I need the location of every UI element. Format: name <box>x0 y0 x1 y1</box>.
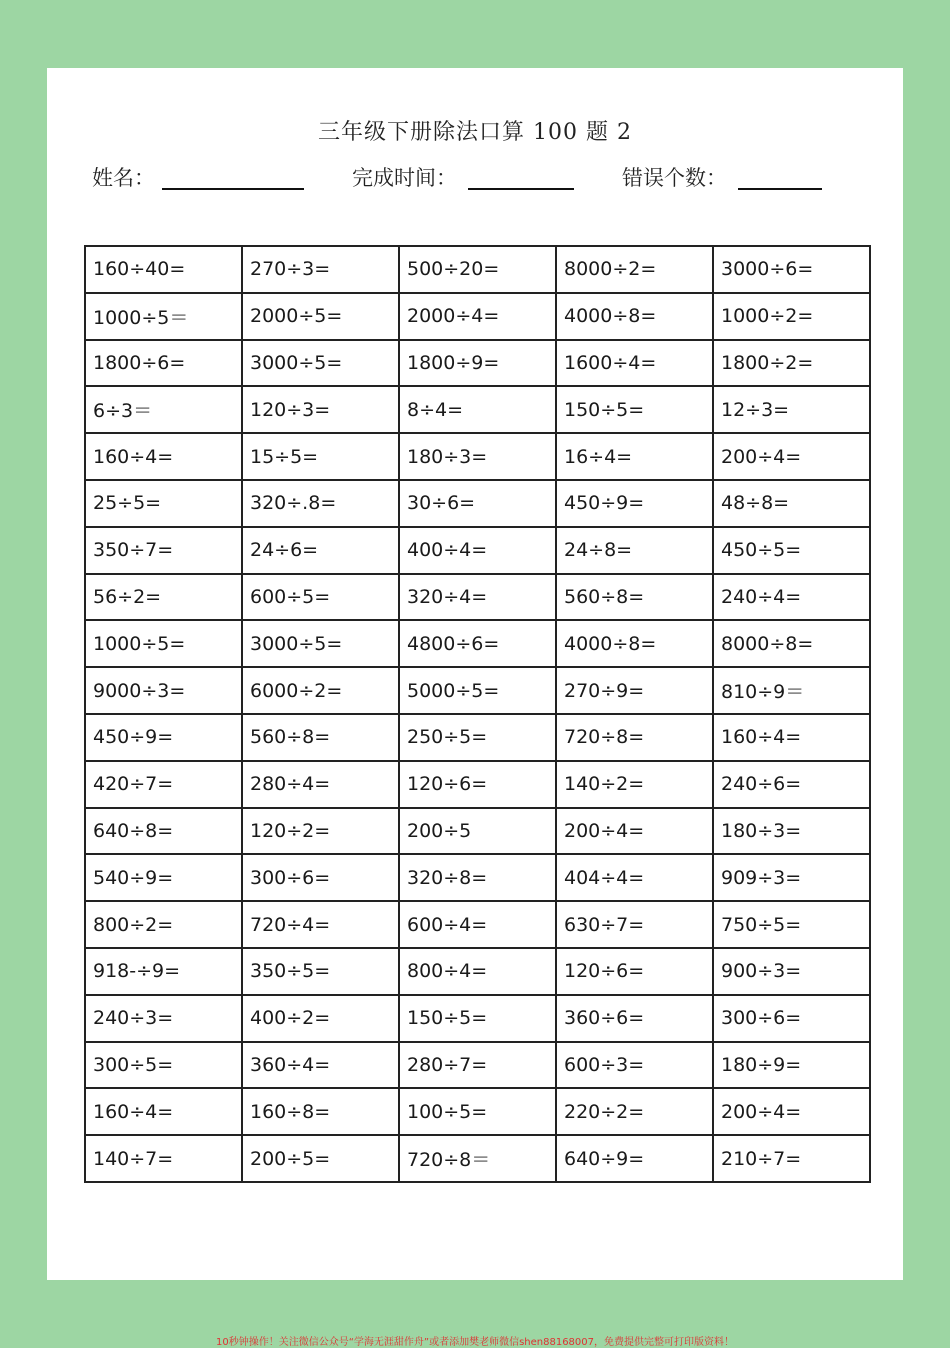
problem-cell: 120÷2= <box>242 808 399 855</box>
table-row <box>85 667 870 714</box>
table-row <box>85 480 870 527</box>
errors-blank-line[interactable] <box>738 188 822 190</box>
problem-cell: 6÷3＝ <box>85 386 242 433</box>
problem-cell: 8÷4= <box>399 386 556 433</box>
problem-cell: 3000÷6= <box>713 246 870 293</box>
problem-cell: 150÷5= <box>399 995 556 1042</box>
problem-cell: 500÷20= <box>399 246 556 293</box>
problem-cell: 200÷5= <box>242 1135 399 1182</box>
table-row <box>85 854 870 901</box>
problem-cell: 560÷8= <box>556 574 713 621</box>
problem-cell: 120÷3= <box>242 386 399 433</box>
problem-cell: 918-÷9= <box>85 948 242 995</box>
problem-cell: 320÷4= <box>399 574 556 621</box>
table-row <box>85 574 870 621</box>
table-row <box>85 995 870 1042</box>
problem-cell: 909÷3= <box>713 854 870 901</box>
problem-cell: 160÷40= <box>85 246 242 293</box>
problem-cell: 600÷3= <box>556 1042 713 1089</box>
table-row <box>85 246 870 293</box>
problem-cell: 56÷2= <box>85 574 242 621</box>
problem-cell: 560÷8= <box>242 714 399 761</box>
footer-note: 10秒钟操作！关注微信公众号“学海无涯甜作舟”或者添加樊老师微信shen88168007，免费提供完整可打印版资料！ <box>215 1337 735 1348</box>
problem-cell: 320÷8= <box>399 854 556 901</box>
problem-cell: 200÷4= <box>713 1088 870 1135</box>
problem-cell: 24÷6= <box>242 527 399 574</box>
table-row <box>85 808 870 855</box>
problem-cell: 400÷2= <box>242 995 399 1042</box>
problem-cell: 220÷2= <box>556 1088 713 1135</box>
problem-cell: 120÷6= <box>556 948 713 995</box>
problem-cell: 300÷6= <box>242 854 399 901</box>
problem-cell: 600÷5= <box>242 574 399 621</box>
table-row <box>85 1135 870 1182</box>
problem-cell: 640÷8= <box>85 808 242 855</box>
problem-cell: 350÷7= <box>85 527 242 574</box>
problem-cell: 240÷6= <box>713 761 870 808</box>
problem-cell: 140÷2= <box>556 761 713 808</box>
problem-cell: 120÷6= <box>399 761 556 808</box>
problem-cell: 720÷8＝ <box>399 1135 556 1182</box>
problem-cell: 720÷4= <box>242 901 399 948</box>
problem-cell: 630÷7= <box>556 901 713 948</box>
problem-cell: 4000÷8= <box>556 620 713 667</box>
table-row <box>85 714 870 761</box>
problem-cell: 450÷5= <box>713 527 870 574</box>
problem-cell: 1800÷2= <box>713 340 870 387</box>
problem-cell: 4800÷6= <box>399 620 556 667</box>
problem-cell: 404÷4= <box>556 854 713 901</box>
problem-cell: 280÷7= <box>399 1042 556 1089</box>
problem-cell: 280÷4= <box>242 761 399 808</box>
problem-cell: 450÷9= <box>556 480 713 527</box>
problem-cell: 800÷4= <box>399 948 556 995</box>
problem-cell: 240÷3= <box>85 995 242 1042</box>
problem-cell: 810÷9＝ <box>713 667 870 714</box>
problem-cell: 4000÷8= <box>556 293 713 340</box>
table-row <box>85 527 870 574</box>
problem-cell: 16÷4= <box>556 433 713 480</box>
problem-grid <box>84 245 871 1183</box>
table-row <box>85 293 870 340</box>
problem-cell: 140÷7= <box>85 1135 242 1182</box>
problem-cell: 1800÷6= <box>85 340 242 387</box>
errors-label: 错误个数： <box>622 166 727 190</box>
problem-cell: 1800÷9= <box>399 340 556 387</box>
table-row <box>85 901 870 948</box>
problem-cell: 2000÷5= <box>242 293 399 340</box>
problem-cell: 1000÷2= <box>713 293 870 340</box>
problem-cell: 9000÷3= <box>85 667 242 714</box>
problem-cell: 350÷5= <box>242 948 399 995</box>
problem-cell: 100÷5= <box>399 1088 556 1135</box>
table-row <box>85 433 870 480</box>
problem-cell: 540÷9= <box>85 854 242 901</box>
problem-cell: 420÷7= <box>85 761 242 808</box>
problem-cell: 3000÷5= <box>242 620 399 667</box>
problem-cell: 8000÷2= <box>556 246 713 293</box>
problem-cell: 6000÷2= <box>242 667 399 714</box>
problem-cell: 160÷4= <box>85 1088 242 1135</box>
problem-cell: 360÷6= <box>556 995 713 1042</box>
problem-cell: 270÷9= <box>556 667 713 714</box>
problem-cell: 180÷3= <box>399 433 556 480</box>
problem-cell: 15÷5= <box>242 433 399 480</box>
name-blank-line[interactable] <box>162 188 304 190</box>
problem-cell: 1000÷5＝ <box>85 293 242 340</box>
problem-cell: 150÷5= <box>556 386 713 433</box>
problem-cell: 360÷4= <box>242 1042 399 1089</box>
problem-cell: 800÷2= <box>85 901 242 948</box>
problem-cell: 200÷5 <box>399 808 556 855</box>
table-row <box>85 386 870 433</box>
problem-cell: 180÷3= <box>713 808 870 855</box>
problem-cell: 30÷6= <box>399 480 556 527</box>
problem-cell: 900÷3= <box>713 948 870 995</box>
table-row <box>85 1088 870 1135</box>
problem-cell: 24÷8= <box>556 527 713 574</box>
problem-cell: 3000÷5= <box>242 340 399 387</box>
problem-cell: 2000÷4= <box>399 293 556 340</box>
problem-cell: 160÷8= <box>242 1088 399 1135</box>
problem-cell: 1600÷4= <box>556 340 713 387</box>
problem-cell: 180÷9= <box>713 1042 870 1089</box>
problem-cell: 200÷4= <box>556 808 713 855</box>
problem-cell: 640÷9= <box>556 1135 713 1182</box>
time-label: 完成时间： <box>352 166 457 190</box>
problem-cell: 200÷4= <box>713 433 870 480</box>
problem-cell: 320÷.8= <box>242 480 399 527</box>
problem-cell: 300÷6= <box>713 995 870 1042</box>
table-row <box>85 948 870 995</box>
problem-cell: 400÷4= <box>399 527 556 574</box>
problem-cell: 450÷9= <box>85 714 242 761</box>
problem-cell: 8000÷8= <box>713 620 870 667</box>
problem-cell: 210÷7= <box>713 1135 870 1182</box>
problem-cell: 5000÷5= <box>399 667 556 714</box>
table-row <box>85 340 870 387</box>
problem-cell: 12÷3= <box>713 386 870 433</box>
info-row <box>0 162 950 194</box>
name-label: 姓名： <box>92 166 155 190</box>
table-row <box>85 1042 870 1089</box>
problem-cell: 160÷4= <box>85 433 242 480</box>
time-blank-line[interactable] <box>468 188 574 190</box>
problem-cell: 48÷8= <box>713 480 870 527</box>
table-row <box>85 620 870 667</box>
problem-cell: 1000÷5= <box>85 620 242 667</box>
problem-cell: 240÷4= <box>713 574 870 621</box>
problem-cell: 160÷4= <box>713 714 870 761</box>
problem-cell: 300÷5= <box>85 1042 242 1089</box>
problem-cell: 720÷8= <box>556 714 713 761</box>
problem-cell: 25÷5= <box>85 480 242 527</box>
table-row <box>85 761 870 808</box>
worksheet-title: 三年级下册除法口算 100 题 2 <box>318 120 632 145</box>
problem-cell: 250÷5= <box>399 714 556 761</box>
problem-cell: 600÷4= <box>399 901 556 948</box>
problem-cell: 270÷3= <box>242 246 399 293</box>
problem-cell: 750÷5= <box>713 901 870 948</box>
